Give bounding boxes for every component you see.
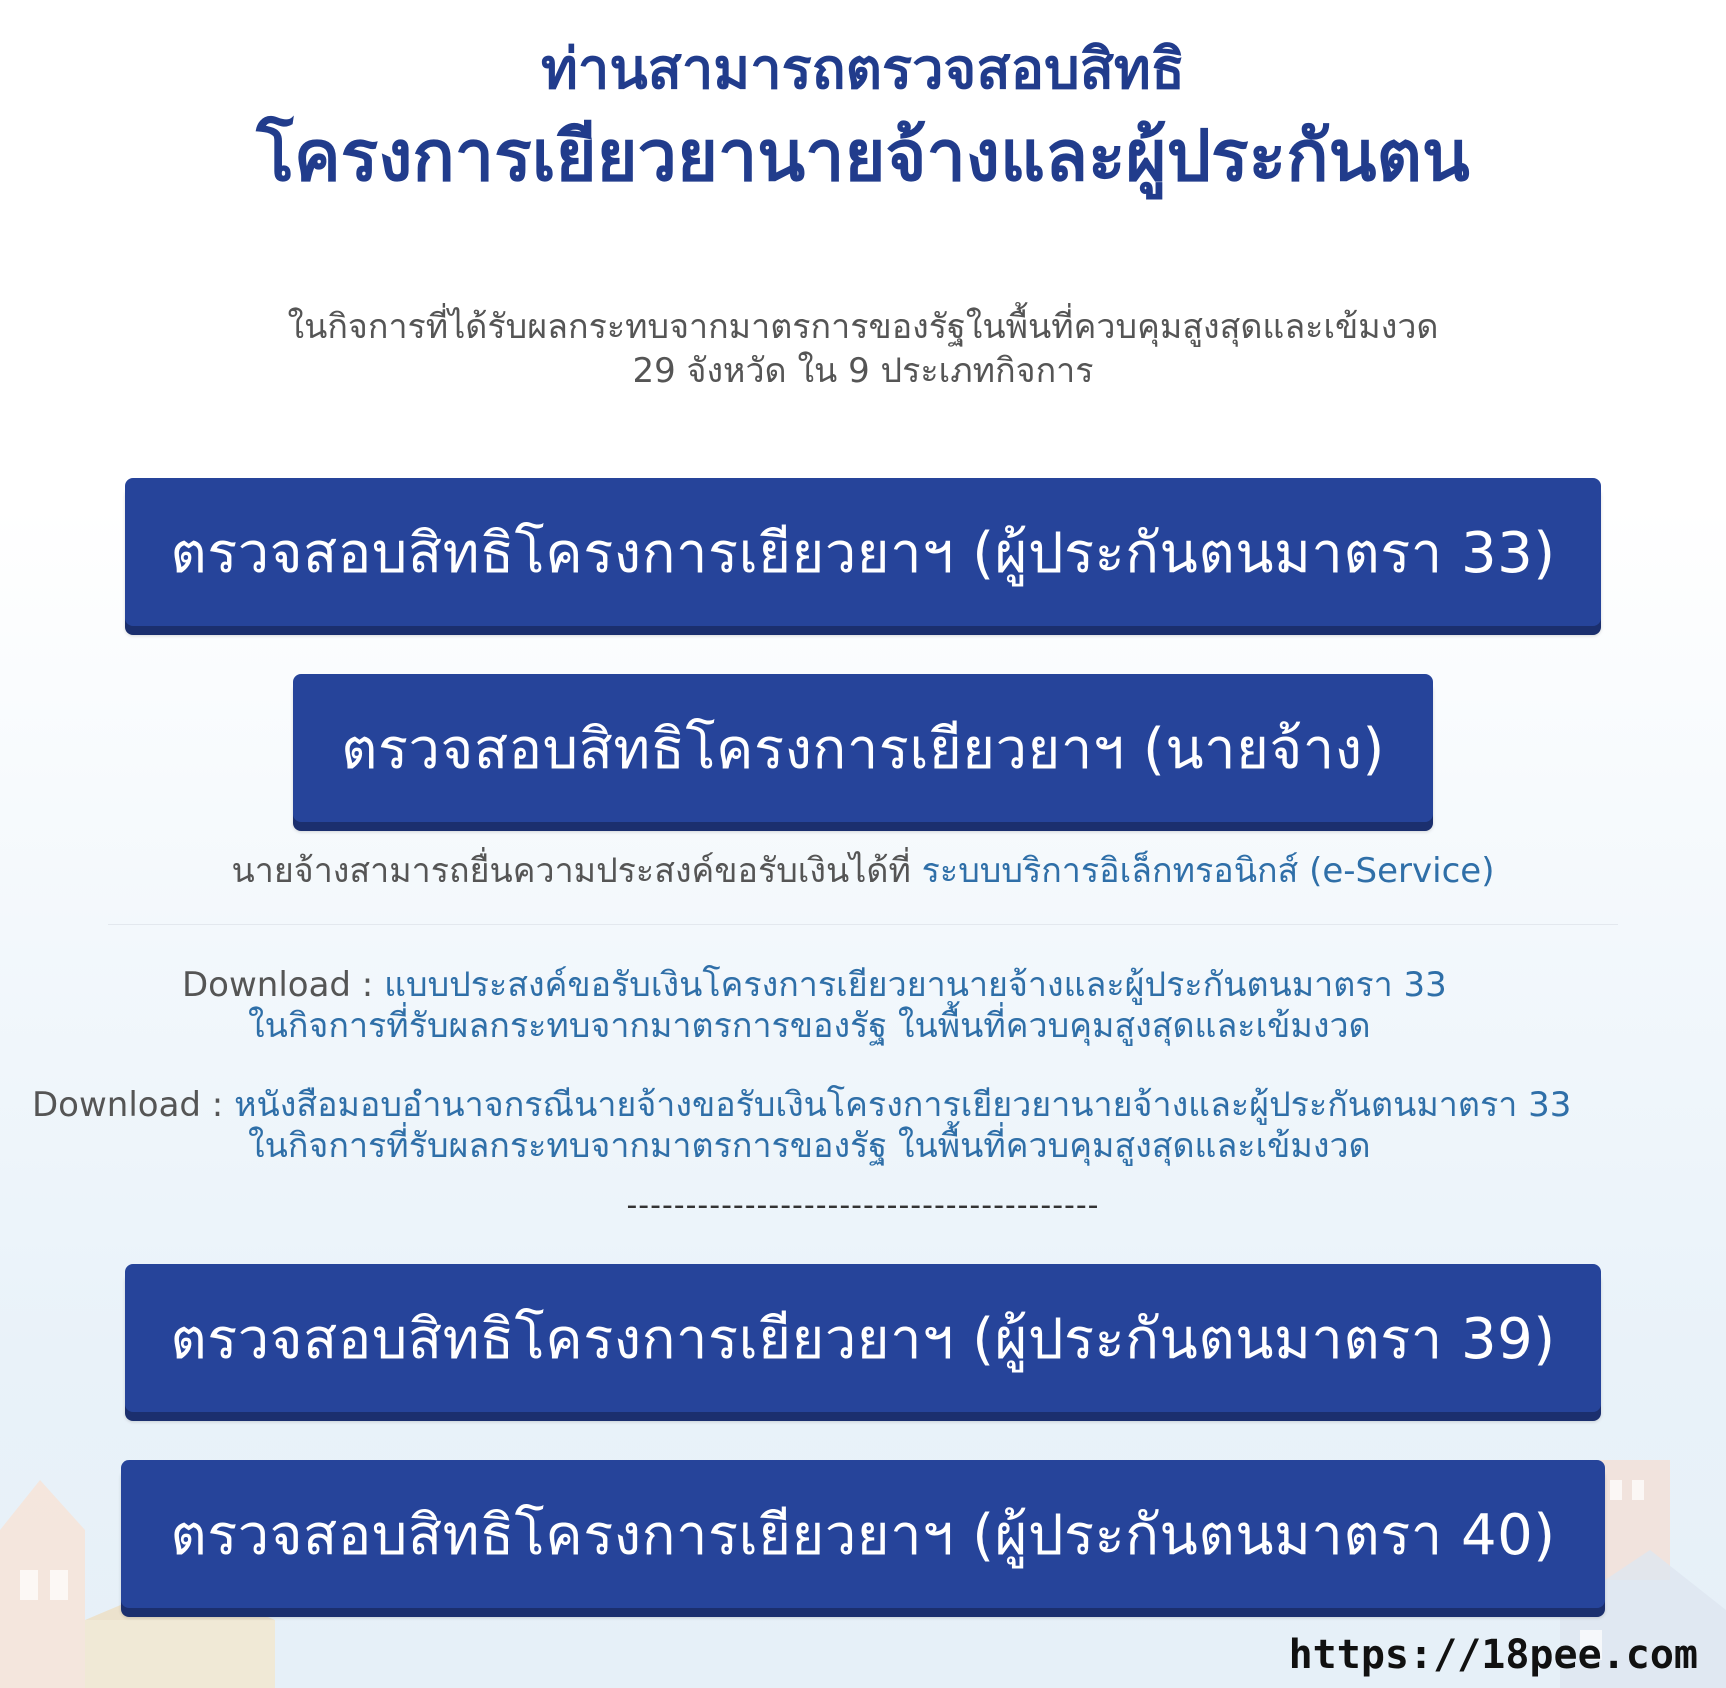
download-label: Download : (182, 965, 385, 1005)
divider (108, 924, 1618, 925)
dashed-separator: ---------------------------------------- (626, 1188, 1100, 1223)
subtitle-line1: ในกิจการที่ได้รับผลกระทบจากมาตรการของรัฐในพื้นที่ควบคุมสูงสุดและเข้มงวด (287, 307, 1439, 347)
watermark-url: https://18pee.com (1288, 1632, 1698, 1678)
check-rights-insured-40-button[interactable]: ตรวจสอบสิทธิโครงการเยียวยาฯ (ผู้ประกันตนมาตรา 40) (121, 1460, 1605, 1608)
download-item (182, 965, 1447, 1047)
check-rights-insured-39-button[interactable]: ตรวจสอบสิทธิโครงการเยียวยาฯ (ผู้ประกันตนมาตรา 39) (125, 1264, 1601, 1412)
employer-note (0, 843, 1726, 897)
subtitle-line2: 29 จังหวัด ใน 9 ประเภทกิจการ (632, 351, 1094, 391)
check-rights-employer-button[interactable]: ตรวจสอบสิทธิโครงการเยียวยาฯ (นายจ้าง) (293, 674, 1433, 822)
page-title-line2: โครงการเยียวยานายจ้างและผู้ประกันตน (256, 115, 1470, 197)
e-service-link[interactable]: ระบบบริการอิเล็กทรอนิกส์ (e-Service) (921, 851, 1495, 891)
download-label: Download : (32, 1085, 235, 1125)
employer-note-text: นายจ้างสามารถยื่นความประสงค์ขอรับเงินได้ที่ (231, 851, 922, 891)
download-item (32, 1085, 1571, 1167)
check-rights-insured-33-button[interactable]: ตรวจสอบสิทธิโครงการเยียวยาฯ (ผู้ประกันตนมาตรา 33) (125, 478, 1601, 626)
download-request-form-link-cont[interactable]: ในกิจการที่รับผลกระทบจากมาตรการของรัฐ ในพื้นที่ควบคุมสูงสุดและเข้มงวด (248, 1006, 1371, 1046)
download-request-form-link[interactable]: แบบประสงค์ขอรับเงินโครงการเยียวยานายจ้างและผู้ประกันตนมาตรา 33 (384, 965, 1447, 1005)
download-power-of-attorney-link-cont[interactable]: ในกิจการที่รับผลกระทบจากมาตรการของรัฐ ในพื้นที่ควบคุมสูงสุดและเข้มงวด (248, 1126, 1371, 1166)
subtitle (0, 305, 1726, 393)
download-power-of-attorney-link[interactable]: หนังสือมอบอำนาจกรณีนายจ้างขอรับเงินโครงการเยียวยานายจ้างและผู้ประกันตนมาตรา 33 (234, 1085, 1572, 1125)
page-title-line1: ท่านสามารถตรวจสอบสิทธิ (541, 37, 1185, 102)
